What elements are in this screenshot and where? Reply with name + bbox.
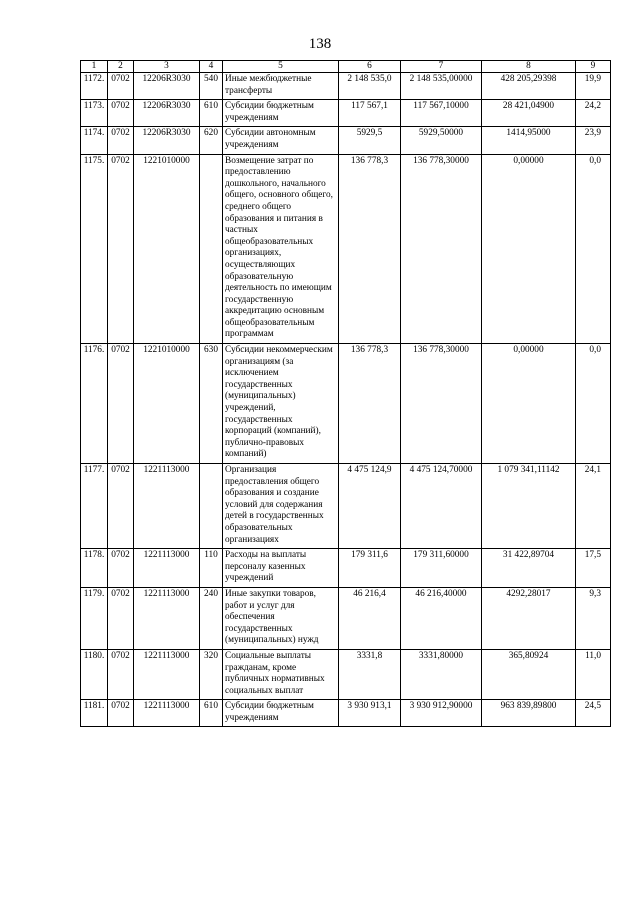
value-col-8: 0,00000 xyxy=(482,344,576,464)
column-header: 3 xyxy=(134,61,200,73)
target-article-code: 1221113000 xyxy=(134,464,200,549)
column-header: 7 xyxy=(401,61,482,73)
value-col-7: 3 930 912,90000 xyxy=(401,700,482,727)
expense-name: Субсидии бюджетным учреждениям xyxy=(223,100,339,127)
section-code: 0702 xyxy=(108,464,134,549)
row-number: 1174. xyxy=(81,127,108,154)
expense-type-code: 610 xyxy=(200,100,223,127)
expense-name: Субсидии автономным учреждениям xyxy=(223,127,339,154)
percent-col-9: 9,3 xyxy=(576,587,611,649)
value-col-7: 2 148 535,00000 xyxy=(401,73,482,100)
value-col-8: 428 205,29398 xyxy=(482,73,576,100)
target-article-code: 1221113000 xyxy=(134,700,200,727)
value-col-7: 179 311,60000 xyxy=(401,549,482,588)
budget-table xyxy=(80,60,611,727)
value-col-6: 5929,5 xyxy=(339,127,401,154)
value-col-8: 1414,95000 xyxy=(482,127,576,154)
value-col-7: 136 778,30000 xyxy=(401,344,482,464)
expense-type-code xyxy=(200,154,223,344)
value-col-6: 4 475 124,9 xyxy=(339,464,401,549)
section-code: 0702 xyxy=(108,100,134,127)
percent-col-9: 19,9 xyxy=(576,73,611,100)
table-row xyxy=(81,154,611,344)
expense-type-code: 620 xyxy=(200,127,223,154)
row-number: 1176. xyxy=(81,344,108,464)
expense-name: Субсидии некоммерческим организациям (за исключением государственных (муниципальных) учреждений, государственных корпораций (компаний), публично-правовых компаний) xyxy=(223,344,339,464)
value-col-7: 117 567,10000 xyxy=(401,100,482,127)
percent-col-9: 11,0 xyxy=(576,649,611,699)
section-code: 0702 xyxy=(108,344,134,464)
expense-type-code: 320 xyxy=(200,649,223,699)
column-header: 2 xyxy=(108,61,134,73)
percent-col-9: 24,2 xyxy=(576,100,611,127)
row-number: 1177. xyxy=(81,464,108,549)
value-col-8: 963 839,89800 xyxy=(482,700,576,727)
expense-name: Возмещение затрат по предоставлению дошкольного, начального общего, основного общего, среднего общего образования и питания в частных общеобразовательных организациях, осуществляющих образовательную деятельность по имеющим государственную аккредитацию основным общеобразовательным программам xyxy=(223,154,339,344)
table-row xyxy=(81,549,611,588)
value-col-6: 179 311,6 xyxy=(339,549,401,588)
expense-type-code: 630 xyxy=(200,344,223,464)
target-article-code: 1221010000 xyxy=(134,154,200,344)
table-row xyxy=(81,344,611,464)
value-col-7: 4 475 124,70000 xyxy=(401,464,482,549)
section-code: 0702 xyxy=(108,154,134,344)
target-article-code: 1221010000 xyxy=(134,344,200,464)
expense-name: Организация предоставления общего образования и создание условий для содержания детей в государственных образовательных организациях xyxy=(223,464,339,549)
header-row xyxy=(81,61,611,73)
expense-type-code: 610 xyxy=(200,700,223,727)
percent-col-9: 0,0 xyxy=(576,154,611,344)
expense-name: Иные межбюджетные трансферты xyxy=(223,73,339,100)
expense-name: Субсидии бюджетным учреждениям xyxy=(223,700,339,727)
expense-type-code xyxy=(200,464,223,549)
table-body xyxy=(81,73,611,727)
table-row xyxy=(81,700,611,727)
section-code: 0702 xyxy=(108,127,134,154)
expense-type-code: 540 xyxy=(200,73,223,100)
table-row xyxy=(81,464,611,549)
expense-name: Расходы на выплаты персоналу казенных учреждений xyxy=(223,549,339,588)
value-col-6: 3 930 913,1 xyxy=(339,700,401,727)
value-col-6: 117 567,1 xyxy=(339,100,401,127)
percent-col-9: 24,1 xyxy=(576,464,611,549)
row-number: 1173. xyxy=(81,100,108,127)
column-header: 6 xyxy=(339,61,401,73)
column-header: 8 xyxy=(482,61,576,73)
table-row xyxy=(81,73,611,100)
percent-col-9: 17,5 xyxy=(576,549,611,588)
page-number: 138 xyxy=(308,36,332,52)
column-header: 4 xyxy=(200,61,223,73)
value-col-6: 46 216,4 xyxy=(339,587,401,649)
value-col-6: 136 778,3 xyxy=(339,154,401,344)
expense-name: Иные закупки товаров, работ и услуг для обеспечения государственных (муниципальных) нужд xyxy=(223,587,339,649)
percent-col-9: 23,9 xyxy=(576,127,611,154)
column-header: 1 xyxy=(81,61,108,73)
target-article-code: 1221113000 xyxy=(134,649,200,699)
column-header: 5 xyxy=(223,61,339,73)
value-col-6: 2 148 535,0 xyxy=(339,73,401,100)
table-row xyxy=(81,127,611,154)
row-number: 1181. xyxy=(81,700,108,727)
target-article-code: 12206R3030 xyxy=(134,127,200,154)
value-col-8: 28 421,04900 xyxy=(482,100,576,127)
value-col-6: 136 778,3 xyxy=(339,344,401,464)
value-col-7: 46 216,40000 xyxy=(401,587,482,649)
row-number: 1179. xyxy=(81,587,108,649)
row-number: 1178. xyxy=(81,549,108,588)
value-col-8: 0,00000 xyxy=(482,154,576,344)
value-col-7: 3331,80000 xyxy=(401,649,482,699)
section-code: 0702 xyxy=(108,649,134,699)
expense-name: Социальные выплаты гражданам, кроме публичных нормативных социальных выплат xyxy=(223,649,339,699)
expense-type-code: 240 xyxy=(200,587,223,649)
percent-col-9: 24,5 xyxy=(576,700,611,727)
table-row xyxy=(81,649,611,699)
target-article-code: 1221113000 xyxy=(134,587,200,649)
expense-type-code: 110 xyxy=(200,549,223,588)
section-code: 0702 xyxy=(108,73,134,100)
section-code: 0702 xyxy=(108,549,134,588)
row-number: 1180. xyxy=(81,649,108,699)
column-header: 9 xyxy=(576,61,611,73)
value-col-8: 31 422,89704 xyxy=(482,549,576,588)
value-col-6: 3331,8 xyxy=(339,649,401,699)
section-code: 0702 xyxy=(108,587,134,649)
row-number: 1175. xyxy=(81,154,108,344)
percent-col-9: 0,0 xyxy=(576,344,611,464)
value-col-8: 4292,28017 xyxy=(482,587,576,649)
value-col-7: 136 778,30000 xyxy=(401,154,482,344)
table-row xyxy=(81,100,611,127)
table-row xyxy=(81,587,611,649)
value-col-7: 5929,50000 xyxy=(401,127,482,154)
row-number: 1172. xyxy=(81,73,108,100)
target-article-code: 12206R3030 xyxy=(134,73,200,100)
target-article-code: 12206R3030 xyxy=(134,100,200,127)
value-col-8: 365,80924 xyxy=(482,649,576,699)
target-article-code: 1221113000 xyxy=(134,549,200,588)
section-code: 0702 xyxy=(108,700,134,727)
value-col-8: 1 079 341,11142 xyxy=(482,464,576,549)
